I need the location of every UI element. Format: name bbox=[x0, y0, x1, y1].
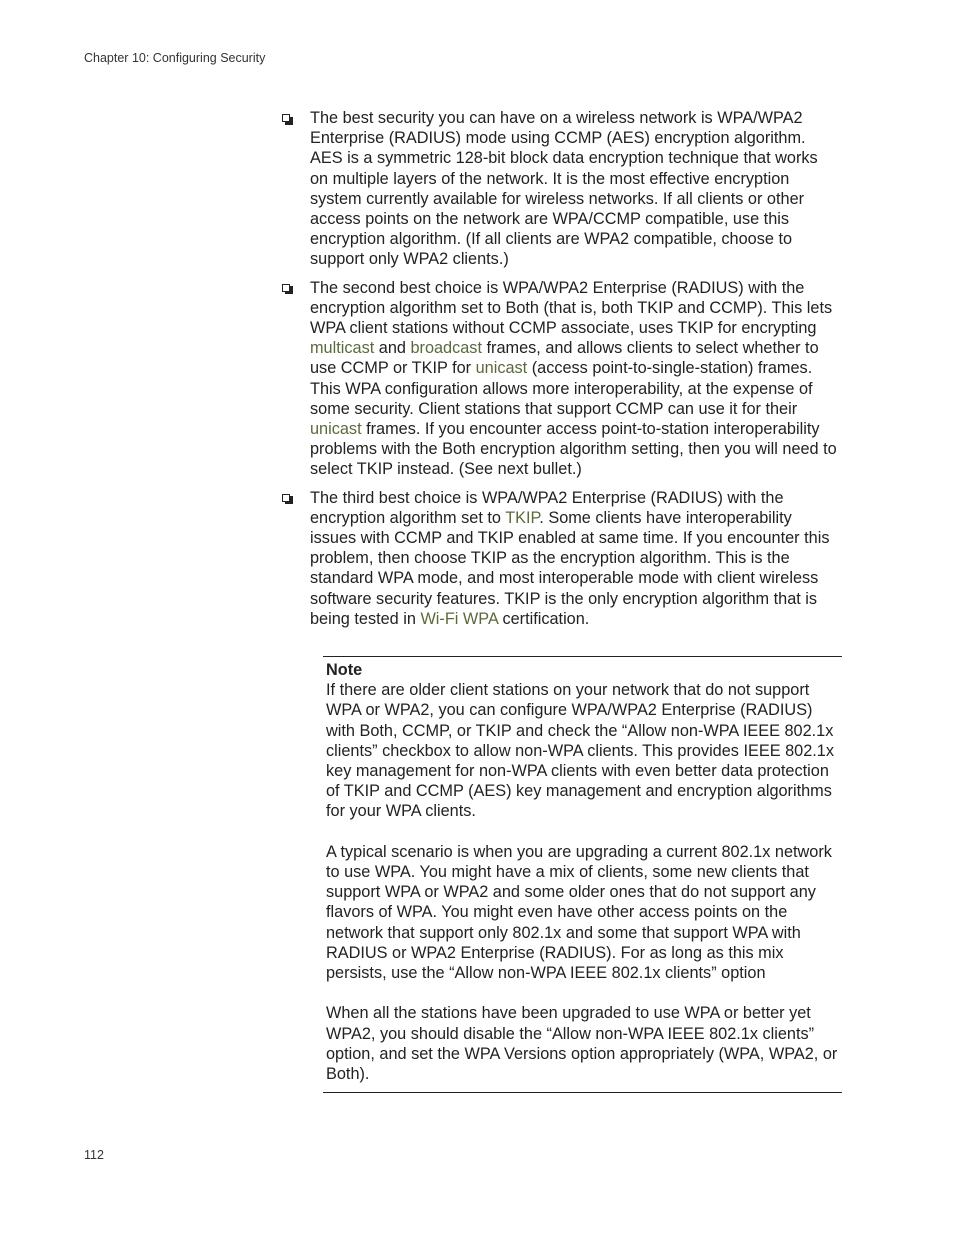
checkbox-bullet-icon bbox=[282, 114, 290, 122]
bullet-item-3 bbox=[280, 488, 840, 629]
bullet-item-2 bbox=[280, 278, 840, 480]
bullet-text: The best security you can have on a wireless network is WPA/WPA2 Enterprise (RADIUS) mode using CCMP (AES) encryption algorithm. AES is a symmetric 128-bit block data encryption technique that works on multiple layers of the network. It is the most effective encryption system currently available for wireless networks. If all clients or other access points on the network are WPA/CCMP compatible, use this encryption algorithm. (If all clients are WPA2 compatible, choose to support only WPA2 clients.) bbox=[310, 109, 818, 269]
note-paragraph: When all the stations have been upgraded to use WPA or better yet WPA2, you should disable the “Allow non-WPA IEEE 802.1x clients” option, and set the WPA Versions option appropriately (WPA, WPA2, or Both). bbox=[326, 1004, 838, 1084]
bullet-text: frames. If you encounter access point-to-station interoperability problems with the Both encryption algorithm setting, then you will need to select TKIP instead. (See next bullet.) bbox=[310, 420, 837, 479]
link-tkip[interactable]: TKIP bbox=[505, 508, 540, 527]
note-paragraph: If there are older client stations on your network that do not support WPA or WPA2, you can configure WPA/WPA2 Enterprise (RADIUS) with Both, CCMP, or TKIP and check the “Allow non-WPA IEEE 802.1x clients” checkbox to allow non-WPA clients. This provides IEEE 802.1x key management for non-WPA clients with even better data protection of TKIP and CCMP (AES) key management and encryption algorithms for your WPA clients. bbox=[326, 681, 834, 821]
link-unicast[interactable]: unicast bbox=[310, 420, 362, 439]
running-header: Chapter 10: Configuring Security bbox=[84, 51, 266, 65]
bullet-text: frames, and allows clients to select whether to use CCMP or TKIP for bbox=[310, 339, 819, 378]
bullet-text: certification. bbox=[497, 609, 590, 628]
bullet-text: The second best choice is WPA/WPA2 Enterprise (RADIUS) with the encryption algorithm set to Both (that is, both TKIP and CCMP). This lets WPA client stations without CCMP associate, uses TKIP for encrypting bbox=[310, 278, 833, 338]
link-broadcast[interactable]: broadcast bbox=[410, 339, 482, 358]
bullet-text: (access point-to-single-station) frames. This WPA configuration allows more interoperability, at the expense of some security. Client stations that support CCMP can use it for their bbox=[310, 359, 813, 418]
bullet-item-1 bbox=[280, 108, 840, 270]
bullet-list bbox=[280, 108, 840, 637]
page-number: 112 bbox=[84, 1148, 104, 1162]
note-box bbox=[323, 656, 842, 1093]
link-wifi-wpa[interactable]: Wi-Fi WPA bbox=[420, 609, 498, 628]
link-unicast[interactable]: unicast bbox=[475, 359, 528, 378]
bullet-text: . Some clients have interoperability issues with CCMP and TKIP enabled at same time. If you encounter this problem, then choose TKIP as the encryption algorithm. This is the standard WPA mode, and most interoperable mode with client wireless software security features. TKIP is the only encryption algorithm that is being tested in bbox=[310, 508, 830, 628]
checkbox-bullet-icon bbox=[282, 284, 290, 292]
checkbox-bullet-icon bbox=[282, 494, 290, 502]
bullet-text: and bbox=[374, 339, 411, 358]
link-multicast[interactable]: multicast bbox=[310, 339, 375, 358]
bullet-text: The third best choice is WPA/WPA2 Enterprise (RADIUS) with the encryption algorithm set to bbox=[310, 488, 784, 527]
note-paragraph: A typical scenario is when you are upgrading a current 802.1x network to use WPA. You might have a mix of clients, some new clients that support WPA or WPA2 and some older ones that do not support any flavors of WPA. You might even have other access points on the network that support only 802.1x and some that support WPA with RADIUS or WPA2 Enterprise (RADIUS). For as long as this mix persists, use the “Allow non-WPA IEEE 802.1x clients” option bbox=[326, 842, 832, 983]
note-title: Note bbox=[326, 661, 363, 679]
